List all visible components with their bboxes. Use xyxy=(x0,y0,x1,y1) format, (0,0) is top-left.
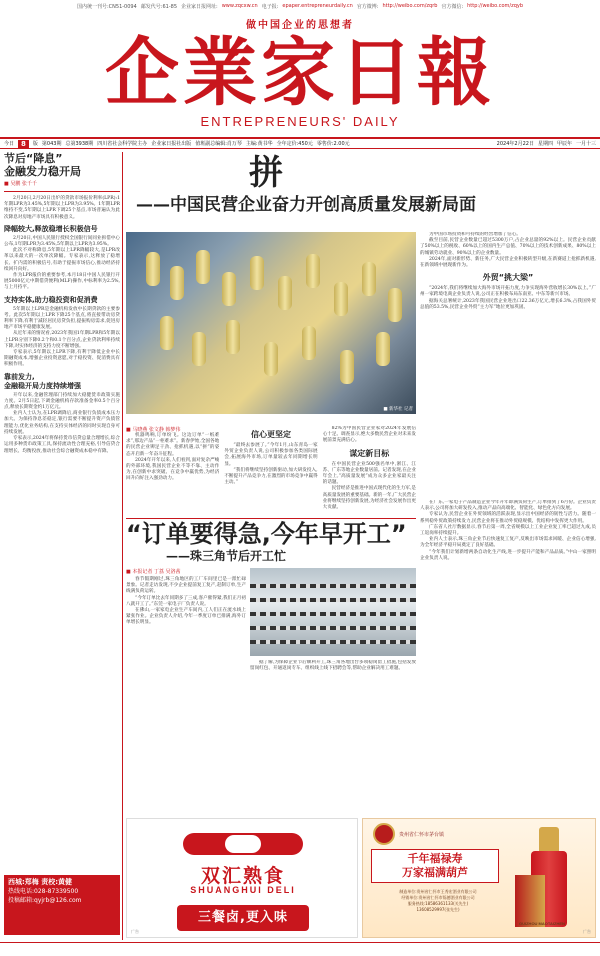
bottom-rule xyxy=(0,942,600,956)
paragraph: 在中国民营企业500强名单中,浙江、江苏、广东等地企业数量居前。记者发现,在企业年会上,“高质量发展”成为众多企业家最关注的话题。 xyxy=(322,461,416,486)
sponsor: 四川省社会科学院主办 xyxy=(97,141,148,147)
paragraph: “今年订单比去年同期多了三成,客户催得紧,我们正月初八就开工了。”东莞一家电子厂负责人说。 xyxy=(126,595,246,607)
desk-editor: 西城:郑梅 xyxy=(8,878,39,886)
paragraph: 2024年,面对新形势、新任务,广大民营企业积极转型升级,在新赛道上抢抓新机遇,在新领域中展现新作为。 xyxy=(420,256,596,269)
photo-credit: ■ 新华社 记者 xyxy=(383,407,413,412)
paragraph: 为中国市场投资和可持续的经营增加了信心。 xyxy=(429,232,521,237)
page-count: 8 xyxy=(18,140,29,148)
second-article-column xyxy=(126,568,246,808)
bottle-cap-icon xyxy=(539,827,559,851)
article-column xyxy=(224,426,317,516)
subheading: 降幅较大,释放稳增长积极信号 xyxy=(4,224,98,233)
site-label: 企业家日报网址: xyxy=(181,3,218,10)
lunar-day: 一月十三 xyxy=(575,141,596,147)
paragraph: 民营经济是推进中国式现代化的生力军,是高质量发展的重要基础。新的一年,广大民营企业将继续坚持创新发展,为经济社会发展作出更大贡献。 xyxy=(322,486,416,511)
ad-brand: 贵州省仁怀市茅台镇 xyxy=(399,832,445,838)
main-byline: ■ 马晓燕 张文静 韩梦伟 xyxy=(126,427,181,433)
paragraph: 82%为中国民营企业家对2024年发展信心十足。调查显示,绝大多数民营企业对未来发展前景充满信心。 xyxy=(322,426,416,444)
issue-number: 第043期 xyxy=(41,141,62,147)
ad-contact-info: 制造单位:贵州省仁怀市王秀宏酒业有限公司 经销单位:贵州省仁怀市铄德酒业有限公司 服务热线:18586361133(关先生) 13608529997(张先生) xyxy=(399,889,477,912)
subheading: 支持实体,助力稳投资和促消费 xyxy=(4,295,98,304)
factory-photo xyxy=(126,232,416,414)
duty-editor: 值班副总编辑:肖万琴 xyxy=(195,141,242,147)
paragraph: “最终去参展了。”今年1月,山东青岛一家外贸企业负责人说,公司积极参加各类国际展会,拓展海外市场,订单量较去年同期增长明显。 xyxy=(224,443,318,467)
page-count-label: 版 xyxy=(32,141,38,147)
left-article-title[interactable]: 节后“降息” 金融发力稳开局 xyxy=(4,152,81,178)
paragraph: 春节假期刚过,珠三角地区的工厂车间里已是一派忙碌景象。记者走访发现,不少企业提前复工复产,赶制订单,生产线满负荷运转。 xyxy=(126,577,246,595)
article-column xyxy=(323,426,416,516)
paragraph: 在广东,一家电子产品制造企业今年开年即满负荷生产,订单排到了6月份。企业负责人表示,公司将加大研发投入,推动产品向高端化、智能化、绿色化方向发展。 xyxy=(420,500,596,512)
email-address[interactable]: qyjrb@126.com xyxy=(34,897,82,904)
chief-editor: 主编:黄书华 xyxy=(245,141,273,147)
right-column-top xyxy=(420,232,596,498)
second-article-column-2 xyxy=(250,660,416,810)
issue-date: 2024年2月22日 xyxy=(496,141,534,147)
left-article-byline: ■ 吴鹏 张千千 xyxy=(4,181,37,187)
paragraph: 2月20日,中国人民银行授权全国银行间同业拆借中心公布,1年期LPR为3.45%,5年期以上LPR为3.95%。 xyxy=(4,235,120,248)
shuanghui-ad[interactable] xyxy=(126,818,358,938)
phone-label: 热线电话: xyxy=(8,888,35,895)
paragraph: “我们将继续坚持创新驱动,加大研发投入,不断提升产品竞争力,在激烈的市场竞争中赢得主动。” xyxy=(224,467,318,486)
right-column-bottom xyxy=(420,500,596,816)
paragraph: “今年我们计划新增两条自动化生产线,进一步提升产能和产品品质。”中山一家照明企业负责人说。 xyxy=(420,549,596,561)
publisher: 企业家日报社出版 xyxy=(151,141,192,147)
paragraph: 作为LPR报价的重要参考,本月18日中国人民银行开展5000亿元中期借贷便利(MLF)操作,中标利率为2.5%,与上月持平。 xyxy=(4,273,120,291)
second-subheadline[interactable]: ——珠三角节后开工忙 xyxy=(166,549,287,563)
paragraph: 专家表示,5年期以上LPR下降,有利于降低企业中长期融资成本,增强企业投资意愿,对于稳投资、促消费具有积极作用。 xyxy=(4,350,120,368)
article-column xyxy=(126,426,219,516)
paragraph: 据了解,为保障企业节后顺利开工,珠三角各地出台多项稳岗留工措施,包括发放留岗红包、开通返岗专车、组织线上线下招聘会等,帮助企业解决用工难题。 xyxy=(250,660,416,672)
top-info-bar xyxy=(0,0,600,12)
paragraph: 据海关总署统计,2023年我国民营企业进出口22.36万亿元,增长6.3%,占我国外贸总值的53.5%,民营企业外贸“主力军”地位更加巩固。 xyxy=(420,298,596,310)
subheading: 靠前发力, 金融稳开局力度持续增强 xyxy=(4,372,81,390)
paragraph: 专家表示,2024年将保持货币信贷总量合理增长,综合运用多种货币政策工具,保持流动性合理充裕,引导信贷合理增长、均衡投放,推动社会综合融资成本稳中有降。 xyxy=(4,436,120,454)
annual-price: 全年定价:450元 xyxy=(276,141,313,147)
ad-tag: 广告 xyxy=(131,929,139,934)
paragraph: 开年以来,金融管理部门持续加大稳健货币政策实施力度。2月5日起,下调金融机构存款准备金率0.5个百分点,释放长期资金约1万亿元。 xyxy=(4,392,120,411)
paragraph: 专家认为,民营企业在外贸领域的活跃表现,显示出中国经济的韧性与活力。随着一系列稳外贸政策持续发力,民营企业将在推动外贸稳规模、优结构中发挥更大作用。 xyxy=(420,512,596,524)
gift-box-icon xyxy=(515,875,545,927)
cn-number: 国内统一刊号:CN51-0094 xyxy=(76,3,137,10)
ad-tag: 广告 xyxy=(583,929,591,934)
weekday: 星期四 xyxy=(537,141,553,147)
paragraph: 业内人士表示,珠三角企业节后快速复工复产,反映出市场需求回暖、企业信心增强,为全年经济平稳开局奠定了良好基础。 xyxy=(420,537,596,549)
main-article-body xyxy=(126,426,416,516)
total-number: 总第3938期 xyxy=(65,141,94,147)
site-link[interactable]: www.zqcxw.cn xyxy=(221,3,258,9)
column-divider xyxy=(122,152,123,940)
box-label: GUIZHOU MAOTAIZHEN xyxy=(519,921,565,926)
paragraph: 此次不对称降息,5年期以上LPR降幅较大,是LPR改革以来最大的一次单次降幅。专家表示,这释放了稳增长、扩内需的积极信号,有助于提振市场信心,推动经济持续回升向好。 xyxy=(4,248,120,272)
shuanghui-logo-icon xyxy=(183,833,303,855)
proof-editor: 责校:黄健 xyxy=(41,878,73,886)
paragraph: 2月20日,2月20日出炉的贷款市场报价利率(LPR):1年期LPR为3.45%,5年期以上LPR为3.95%。1年期LPR维持不变,5年期以上LPR下调25个基点,市场普遍认为此次降息对房地产市场具有积极意义。 xyxy=(4,196,120,220)
paragraph: 机器鸣响,订单纷飞。这边订单“一纸难求”,那边产品“一柜难求”。新春伊始,全国各地的民营企业铆足干劲、抢抓机遇,以“拼”的姿态开启新一年奋斗征程。 xyxy=(126,433,220,457)
left-article xyxy=(4,152,120,872)
weixin-label: 官方微信: xyxy=(441,3,464,10)
main-headline[interactable]: 拼 xyxy=(249,153,283,193)
today-label: 今日 xyxy=(4,141,15,147)
phone-number[interactable]: 028-87339500 xyxy=(34,888,79,895)
main-subheadline[interactable]: ——中国民营企业奋力开创高质量发展新局面 xyxy=(136,195,476,215)
ad-slogan: 三餐卤,更入味 xyxy=(177,905,309,931)
paragraph: 广东省人社厅数据显示,春节后第一周,全省规模以上工业企业复工率已超过九成,员工返岗率持续提升。 xyxy=(420,524,596,537)
paragraph: 业内人士认为,在LPR调降后,商业银行负债成本压力加大。为保持净息差稳定,银行需要不断提升资产负债管理能力,优化业务结构,在支持实体经济的同时实现自身可持续发展。 xyxy=(4,411,120,435)
ad-brand-cn: 双汇熟食 xyxy=(200,865,285,887)
weixin-link[interactable]: http://weibo.com/zqyb xyxy=(467,3,524,9)
subheading: 信心更坚定 xyxy=(250,430,291,439)
epaper-link[interactable]: epaper.entrepreneurdaily.cn xyxy=(282,3,353,9)
email-label: 投稿邮箱: xyxy=(8,897,35,904)
retail-price: 零售价:2.00元 xyxy=(316,141,350,147)
weibo-label: 官方微博: xyxy=(356,3,379,10)
post-code: 邮发代号:61-85 xyxy=(140,3,177,10)
lunar-year: 甲辰年 xyxy=(556,141,572,147)
issue-info-bar xyxy=(0,137,600,149)
paragraph: 从近年来的情况看,2023年我国1年期LPR和5年期以上LPR分别下降0.2个和0.1个百分点,企业贷款利率持续下降,对实体经济的支持力度不断增强。 xyxy=(4,331,120,349)
epaper-label: 电子报: xyxy=(261,3,279,10)
weibo-link[interactable]: http://weibo.com/zqrb xyxy=(382,3,438,9)
masthead-title: 企業家日報 xyxy=(105,30,495,116)
masthead xyxy=(0,12,600,137)
brand-seal-icon xyxy=(373,823,395,845)
paragraph: 2024年开年以来,人们看到,面对复杂严峻的外部环境,我国民营企业不等不靠、主动作为,在创新中求突破、在竞争中赢优势,为经济回升向好注入强劲动力。 xyxy=(126,457,220,482)
headline-block xyxy=(126,152,596,230)
masthead-en-title: ENTREPRENEURS' DAILY xyxy=(200,114,400,129)
paragraph: 截至目前,民营企业数量已超过5300万户,占企业总量的92%以上。民营企业贡献了50%以上的税收、60%以上的国内生产总值、70%以上的技术创新成果、80%以上的城镇劳动就业、90%以上的企业数量。 xyxy=(420,238,596,256)
paragraph: 5年期以上LPR是金融机构发放中长期贷款的主要参考。此次5年期以上LPR下降25个基点,将直接带动房贷利率下降,有利于减轻居民房贷负担,提振购房需求,促进房地产市场平稳健康发展。 xyxy=(4,306,120,331)
masthead-slogan: 做中国企业的思想者 xyxy=(246,20,354,31)
second-headline-block xyxy=(126,518,416,566)
subheading: 谋定新目标 xyxy=(349,448,390,458)
liquor-ad[interactable] xyxy=(362,818,596,938)
second-byline: ■ 本报记者 丁荔 吴洛茜 xyxy=(126,569,181,575)
paragraph: 在佛山,一家家电企业生产车间内,工人们正在流水线上紧张作业。企业负责人介绍,今年一季度订单已排满,海外订单增长明显。 xyxy=(126,608,246,626)
contact-box xyxy=(4,875,120,935)
workshop-photo xyxy=(250,568,416,656)
ad-brand-en: SHUANGHUI DELI xyxy=(190,885,296,895)
subheading: 外贸“挑大梁” xyxy=(482,273,534,283)
second-headline[interactable]: “订单要得急,今年早开工” xyxy=(126,520,407,548)
paragraph: “2024年,我们将继续加大海外市场开拓力度,力争实现海外营收增长30%以上。”广州一家跨境电商企业负责人说,公司正在积极布局东南亚、中东等新兴市场。 xyxy=(420,286,596,298)
ad-main-slogan: 千年福禄寿 万家福满葫芦 xyxy=(371,849,499,883)
